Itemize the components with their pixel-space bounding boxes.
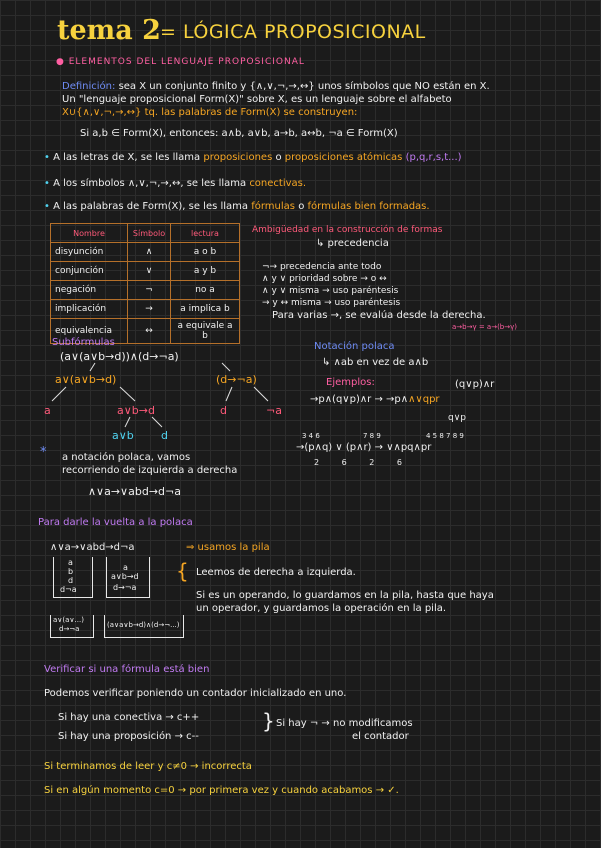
example-top: (q∨p)∧r: [455, 379, 495, 390]
table-cell: ↔: [128, 319, 171, 344]
tree-leaf-a: a: [44, 404, 51, 417]
verify-case3: Si hay ¬ → no modificamos: [276, 718, 413, 729]
tree-leaf-d2: d: [161, 429, 168, 442]
tree-leaf-avb: a∨b: [112, 429, 134, 442]
star-icon: *: [40, 445, 47, 460]
curly-brace-icon: {: [176, 559, 189, 583]
table-cell: conjunción: [51, 262, 128, 281]
table-header: Nombre: [51, 224, 128, 243]
stack-item: d→¬a: [113, 583, 137, 592]
subtitle-text: ELEMENTOS DEL LENGUAJE PROPOSICIONAL: [68, 57, 305, 67]
b1-kw2: proposiciones atómicas: [284, 152, 403, 163]
stack-3: [50, 615, 94, 638]
tree-edge: [222, 363, 230, 371]
verify-case1: Si hay una conectiva → c++: [58, 712, 200, 723]
precedence-item: → y ↔ misma → uso paréntesis: [262, 298, 401, 308]
subformulas-title: Subfórmulas: [52, 337, 115, 348]
table-cell: disyunción: [51, 243, 128, 262]
page-title: = LÓGICA PROPOSICIONAL: [160, 21, 426, 43]
tree-edge: [90, 363, 95, 371]
polaca-title: Notación polaca: [314, 341, 395, 352]
table-cell: a implica b: [171, 300, 240, 319]
stack-item: a∨b→d: [111, 572, 139, 581]
bullet-icon: •: [44, 201, 54, 212]
b2-kw: conectivas.: [249, 178, 307, 189]
example-2-sub: 2 6 2 6: [314, 458, 402, 467]
stack-item: b: [68, 567, 74, 576]
examples-label: Ejemplos:: [326, 377, 375, 388]
b1-kw1: proposiciones: [203, 152, 273, 163]
tree-edge: [125, 417, 130, 427]
table-cell: implicación: [51, 300, 128, 319]
precedence-note: Para varias →, se evalúa desde la derecha.: [272, 310, 486, 321]
note-line1: a notación polaca, vamos: [62, 452, 191, 463]
verify-end2: Si en algún momento c=0 → por primera vez y cuando acabamos → ✓.: [44, 785, 399, 796]
note-formula: ∧∨a→∨abd→d¬a: [88, 485, 181, 498]
reverse-formula: ∧∨a→∨abd→d¬a: [50, 542, 135, 553]
precedence-item: ∧ y ∨ misma → uso paréntesis: [262, 286, 399, 296]
tema-label: tema 2: [57, 15, 161, 46]
stack-4: [104, 615, 184, 638]
stack-2: [106, 557, 150, 598]
verify-end1: Si terminamos de leer y c≠0 → incorrecta: [44, 761, 252, 772]
tree-edge: [152, 417, 162, 427]
b3-mid: o: [298, 201, 305, 212]
precedence-label: ↳ precedencia: [316, 238, 389, 249]
verify-case2: Si hay una proposición → c--: [58, 731, 199, 742]
definition-label: Definición:: [62, 81, 116, 92]
example-2-nums-c: 4 5 8 7 8 9: [426, 432, 464, 440]
table-cell: no a: [171, 281, 240, 300]
b1-ex: (p,q,r,s,t...): [405, 152, 462, 163]
definition-line2: Un "lenguaje proposicional Form(X)" sobre X, es un lenguaje sobre el alfabeto: [62, 94, 452, 105]
table-cell: a o b: [171, 243, 240, 262]
b3-pre: A las palabras de Form(X), se les llama: [53, 201, 249, 212]
table-cell: equivalencia: [51, 319, 128, 344]
verify-case3b: el contador: [352, 731, 409, 742]
tree-edge: [226, 387, 232, 401]
tree-left: a∨(a∨b→d): [55, 373, 117, 386]
stack-item: a∨(a∨...): [53, 616, 84, 624]
precedence-item: ¬→ precedencia ante todo: [262, 262, 382, 272]
tree-edge: [52, 387, 66, 401]
definition-line3: X∪{∧,∨,¬,→,↔} tq. las palabras de Form(X) se construyen:: [62, 107, 358, 118]
tree-node-lr: a∨b→d: [117, 404, 155, 417]
bullet-icon: •: [44, 152, 54, 163]
reverse-leemos: Leemos de derecha a izquierda.: [196, 567, 356, 578]
stack-item: d→¬a: [59, 625, 80, 633]
table-cell: ∨: [128, 262, 171, 281]
table-cell: ∧: [128, 243, 171, 262]
example-2-nums: 3 4 6: [302, 432, 320, 440]
definition-text1: sea X un conjunto finito y {∧,∨,¬,→,↔} unos símbolos que NO están en X.: [118, 81, 490, 92]
stack-item: a: [123, 563, 128, 572]
b3-kw2: fórmulas bien formadas.: [307, 201, 430, 212]
table-cell: →: [128, 300, 171, 319]
reverse-rule1: Si es un operando, lo guardamos en la pila, hasta que haya: [196, 590, 494, 601]
bullet-icon: •: [44, 178, 54, 189]
example-1-text: →p∧(q∨p)∧r → →p∧: [310, 394, 409, 405]
tree-edge: [254, 387, 268, 401]
table-header: Símbolo: [128, 224, 171, 243]
definition-line4: Si a,b ∈ Form(X), entonces: a∧b, a∨b, a→b, a↔b, ¬a ∈ Form(X): [80, 128, 398, 139]
tree-right: (d→¬a): [216, 373, 257, 386]
example-1-highlight: ∧∨qpr: [408, 394, 440, 405]
b1-mid: o: [275, 152, 282, 163]
table-header: lectura: [171, 224, 240, 243]
b1-pre: A las letras de X, se les llama: [53, 152, 201, 163]
table-cell: ¬: [128, 281, 171, 300]
verify-title: Verificar si una fórmula está bien: [44, 664, 210, 675]
b2-pre: A los símbolos ∧,∨,¬,→,↔, se les llama: [53, 178, 247, 189]
stack-item: d: [68, 576, 74, 585]
verify-intro: Podemos verificar poniendo un contador inicializado en uno.: [44, 688, 347, 699]
reverse-title: Para darle la vuelta a la polaca: [38, 517, 193, 528]
table-cell: a y b: [171, 262, 240, 281]
stack-item: d¬a: [60, 585, 77, 594]
table-cell: negación: [51, 281, 128, 300]
bullet-icon: ●: [56, 57, 65, 67]
tree-root: (a∨(a∨b→d))∧(d→¬a): [60, 350, 179, 363]
note-line2: recorriendo de izquierda a derecha: [62, 465, 238, 476]
b3-kw1: fórmulas: [251, 201, 296, 212]
tree-leaf-na: ¬a: [266, 404, 282, 417]
stack-item: (a∨a∨b→d)∧(d→¬...): [107, 621, 180, 629]
reverse-arrow-note: ⇒ usamos la pila: [186, 542, 270, 553]
stack-1: [53, 557, 93, 598]
precedence-item: ∧ y ∨ prioridad sobre → o ↔: [262, 274, 387, 284]
example-1-under: q∨p: [448, 413, 467, 423]
curly-brace-icon: }: [262, 709, 275, 733]
polaca-rule: ↳ ∧ab en vez de a∧b: [322, 357, 429, 368]
precedence-example: a→b→γ = a→(b→γ): [452, 323, 517, 331]
tree-edge: [120, 387, 135, 401]
example-1: [310, 393, 440, 406]
reverse-rule2: un operador, y guardamos la operación en la pila.: [196, 603, 447, 614]
example-2: →(p∧q) ∨ (p∧r) → ∨∧pq∧pr: [296, 442, 432, 453]
stack-item: a: [68, 558, 73, 567]
table-cell: a equivale a b: [171, 319, 240, 344]
ambiguity-title: Ambigüedad en la construcción de formas: [252, 225, 443, 235]
example-2-nums-b: 7 8 9: [363, 432, 381, 440]
tree-leaf-d: d: [220, 404, 227, 417]
